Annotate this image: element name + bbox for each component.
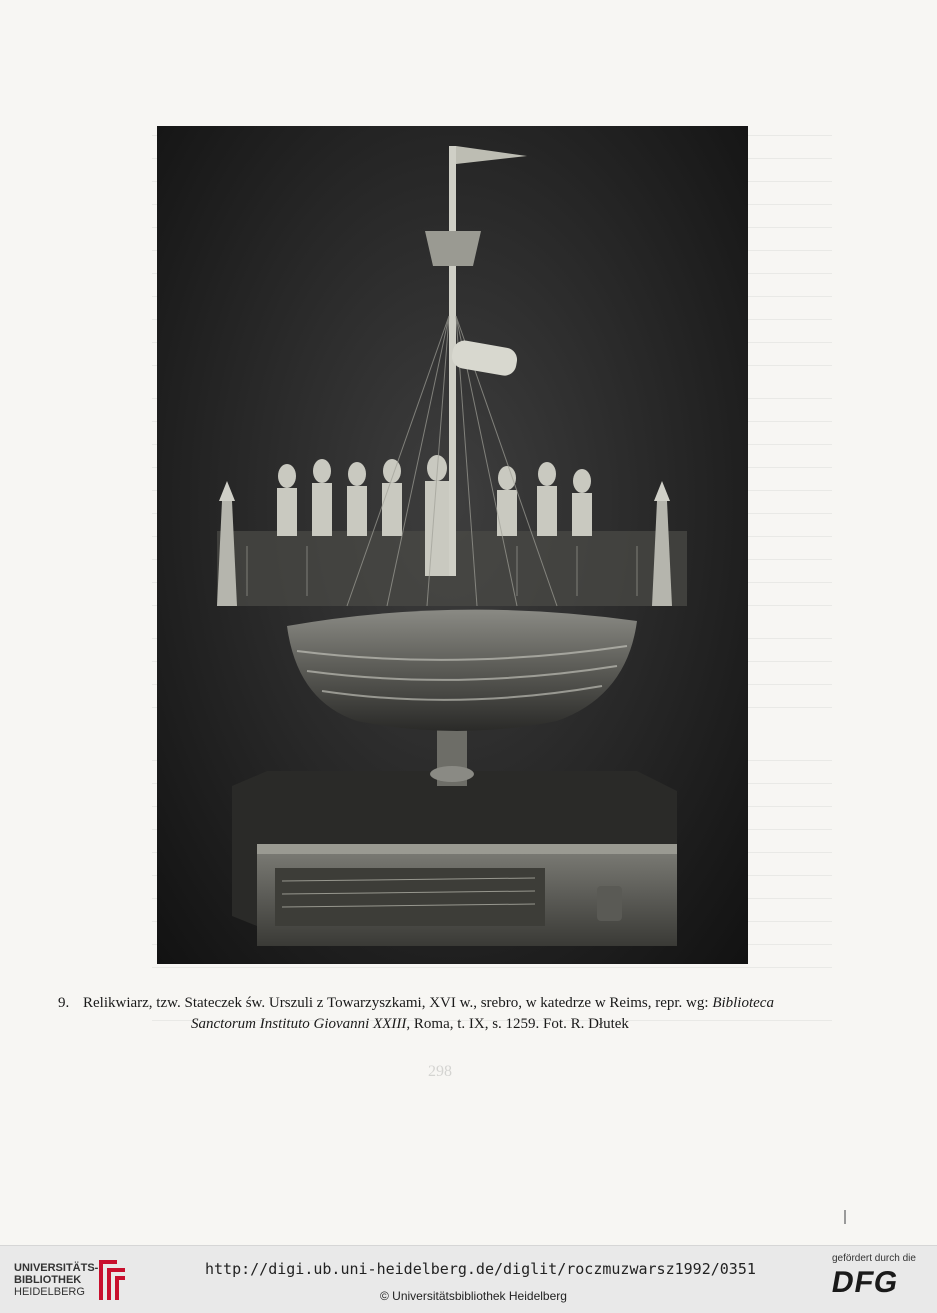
caption-text: Relikwiarz, tzw. Stateczek św. Urszuli z Towarzyszkami, XVI w., srebro, w katedrze w Reims, repr. wg: (83, 995, 713, 1011)
caption-source-title-cont: Sanctorum Instituto Giovanni XXIII (191, 1016, 407, 1032)
ship-illustration (157, 126, 748, 964)
funder-note: gefördert durch die (832, 1253, 916, 1264)
figure-caption (58, 993, 858, 1035)
university-library-logo-icon (95, 1256, 129, 1304)
caption-source-title: Biblioteca (712, 995, 774, 1011)
footer-copyright: © Universitätsbibliothek Heidelberg (380, 1289, 567, 1303)
page-number-bleed: 298 (428, 1063, 452, 1080)
figure-number: 9. (58, 995, 70, 1011)
caption-source-details: , Roma, t. IX, s. 1259. Fot. R. Dłutek (406, 1016, 629, 1032)
dfg-logo: DFG (829, 1266, 902, 1299)
reliquary-ship-photo (157, 126, 748, 964)
scan-mark (844, 1210, 846, 1224)
footer-url-link[interactable]: http://digi.ub.uni-heidelberg.de/diglit/roczmuzwarsz1992/0351 (205, 1260, 756, 1278)
library-name: UNIVERSITÄTS- BIBLIOTHEK HEIDELBERG (14, 1262, 99, 1298)
footer-bar (0, 1245, 937, 1313)
